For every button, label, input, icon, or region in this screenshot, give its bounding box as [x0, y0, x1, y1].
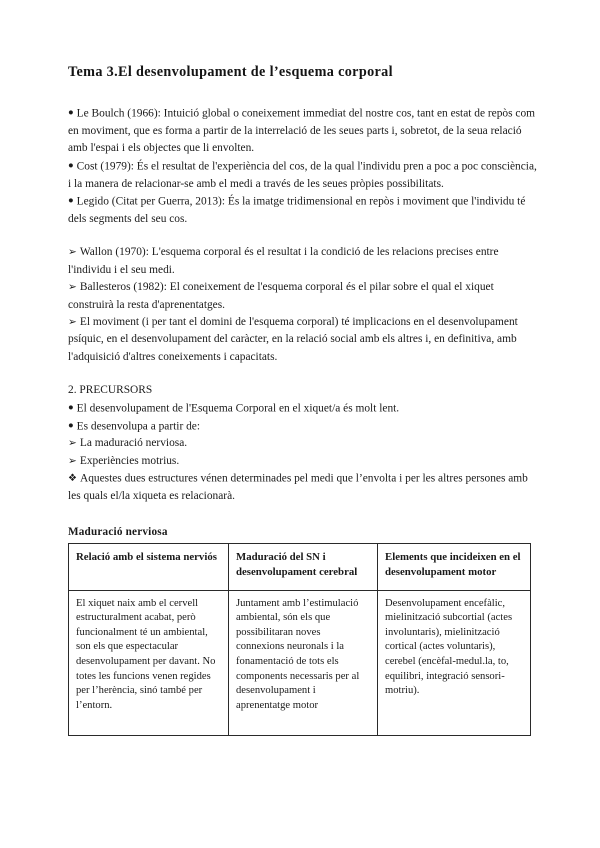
precursor-text: La maduració nerviosa. — [79, 437, 188, 450]
precursor-item — [68, 418, 538, 436]
bullet-icon: ● — [68, 108, 74, 119]
diamond-bullet-icon: ❖ — [68, 473, 77, 485]
bullet-icon: ● — [68, 160, 74, 171]
precursor-item — [68, 435, 538, 452]
arrow-bullet-icon: ➢ — [68, 282, 77, 294]
table-header-cell: Maduració del SN i desenvolupament cerebral — [229, 543, 378, 590]
spacer — [68, 366, 538, 382]
precursor-text: El desenvolupament de l'Esquema Corporal en el xiquet/a és molt lent. — [76, 402, 400, 415]
maturation-table-block — [68, 526, 538, 736]
table-header-row — [69, 543, 531, 590]
precursors-heading: 2. PRECURSORS — [68, 384, 153, 397]
table-cell: El xiquet naix amb el cervell estructuralment acabat, però funcionalment té un ambiental, son els que espectacular desenvolupament per davant. No totes les funcions venen regides per l’herència, sinó també per l’entorn. — [69, 590, 229, 735]
precursor-item — [68, 470, 538, 505]
table-row — [69, 590, 531, 735]
implication-item — [68, 314, 538, 366]
implication-text: Ballesteros (1982): El coneixement de l'esquema corporal és el pilar sobre el qual el xiquet construirà la resta d'aprenentatges. — [68, 281, 494, 311]
precursors-section — [68, 382, 538, 505]
definition-item — [68, 193, 538, 228]
arrow-bullet-icon: ➢ — [68, 317, 77, 328]
definition-text: Legido (Citat per Guerra, 2013): És la imatge tridimensional en repòs i moviment que l'individu té dels segments del seu cos. — [68, 195, 526, 225]
bullet-icon: ● — [68, 420, 74, 431]
precursor-text: Es desenvolupa a partir de: — [76, 420, 201, 433]
table-header-cell: Relació amb el sistema nerviós — [69, 543, 229, 590]
definition-text: Le Boulch (1966): Intuició global o coneixement immediat del nostre cos, tant en estat de repòs com en moviment, que es forma a partir de la interrelació de les seues parts i, sobretot, de la seua relació amb l'espai i els objectes que li envolten. — [68, 107, 536, 155]
table-cell: Desenvolupament encefàlic, mielinització subcortial (actes involuntaris), mielinització cortical (actes voluntaris), cerebel (encèfal-medul.la, to, equilibri, integració sensori-motriu). — [378, 590, 531, 735]
bullet-icon: ● — [68, 196, 74, 207]
precursor-item — [68, 400, 538, 418]
definition-item — [68, 105, 538, 158]
page-title: Tema 3.El desenvolupament de l’esquema corporal — [68, 64, 393, 80]
table-caption: Maduració nerviosa — [68, 525, 168, 538]
definition-item — [68, 158, 538, 193]
table-cell: Juntament amb l’estimulació ambiental, són els que possibilitaran noves connexions neuronals i la fonamentació de tots els components necessaris per al desenvolupament i aprenentatge motor — [229, 590, 378, 735]
bullet-icon: ● — [68, 402, 74, 413]
spacer — [68, 506, 538, 526]
arrow-bullet-icon: ➢ — [68, 455, 77, 467]
maturation-table — [68, 543, 531, 736]
definitions-section — [68, 105, 538, 228]
implication-item — [68, 279, 538, 314]
implication-item — [68, 244, 538, 279]
spacer — [68, 228, 538, 244]
precursor-item — [68, 453, 538, 470]
implications-section — [68, 244, 538, 366]
precursor-text: Aquestes dues estructures vénen determinades pel medi que l’envolta i per les altres persones amb les quals el/la xiqueta es relacionarà. — [68, 472, 528, 503]
implication-text: El moviment (i per tant el domini de l'esquema corporal) té implicacions en el desenvolupament psíquic, en el desenvolupament del caràcter, en la relació social amb els altres i, en definitiva, amb l'adquisició d'altres coneixements i capacitats. — [68, 316, 518, 363]
arrow-bullet-icon: ➢ — [68, 438, 77, 450]
table-header-cell: Elements que incideixen en el desenvolupament motor — [378, 543, 531, 590]
arrow-bullet-icon: ➢ — [68, 247, 77, 259]
definition-text: Cost (1979): És el resultat de l'experiència del cos, de la qual l'individu pren a poc a poc consciència, i la manera de relacionar-se amb el medi a través de les seues pròpies possibilitats. — [68, 160, 537, 190]
precursor-text: Experiències motrius. — [79, 454, 180, 467]
implication-text: Wallon (1970): L'esquema corporal és el resultat i la condició de les relacions precises entre l'individu i el seu medi. — [68, 246, 499, 276]
